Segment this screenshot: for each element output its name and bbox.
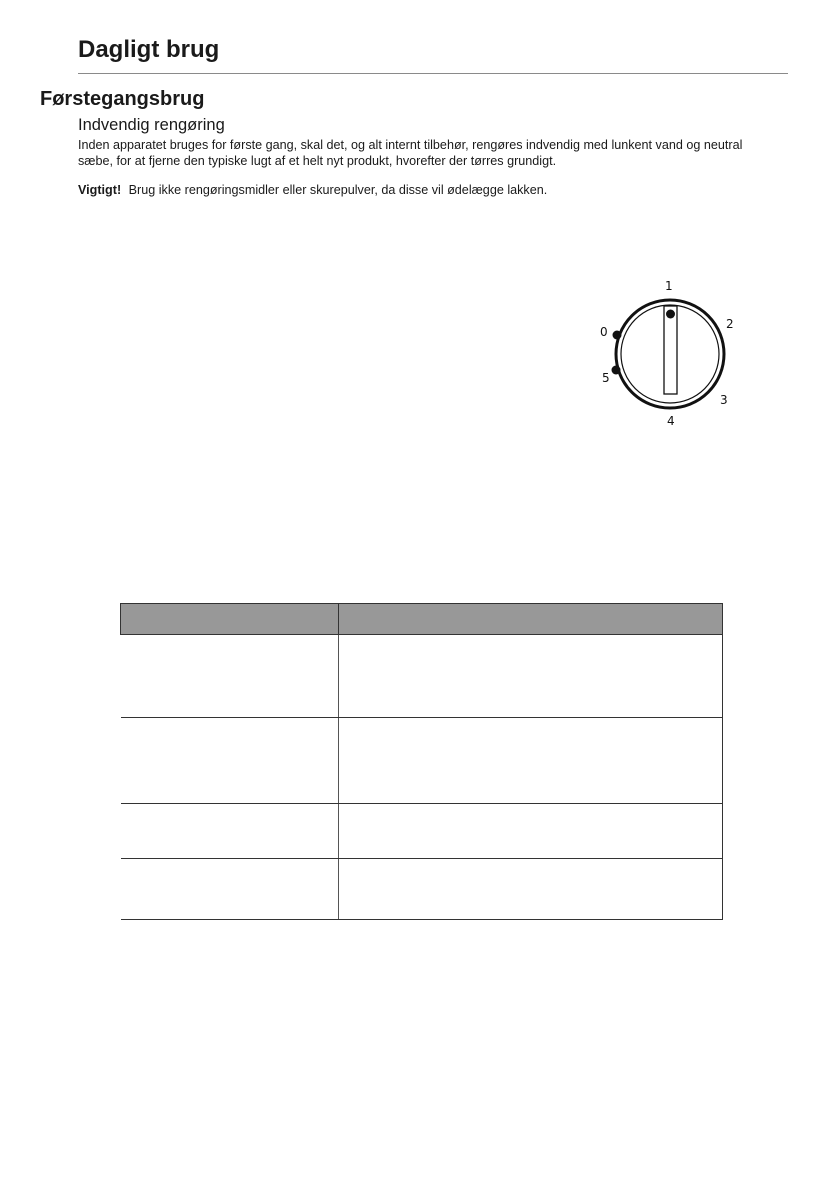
table-cell	[121, 804, 339, 859]
dial-label-0: 0	[600, 325, 608, 339]
title-divider	[78, 73, 788, 74]
dial-mark-5	[612, 366, 621, 375]
page-title: Dagligt brug	[78, 36, 220, 63]
dial-label-1: 1	[665, 279, 673, 293]
dial-mark-0	[613, 331, 622, 340]
table-cell	[339, 804, 723, 859]
dial-pointer-dot	[666, 310, 675, 319]
table-cell	[339, 718, 723, 804]
table-cell	[121, 718, 339, 804]
dial-knob-grip	[664, 306, 677, 394]
cleaning-instructions: Inden apparatet bruges for første gang, skal det, og alt internt tilbehør, rengøres indvendig med lunkent vand og neutral sæbe, for at fjerne den typiske lugt af et helt nyt produkt, hvorefter der tørres grundigt.	[78, 138, 743, 168]
table-header-row	[121, 604, 723, 635]
table-cell	[121, 635, 339, 718]
section-title: Førstegangsbrug	[40, 88, 205, 110]
subsection-title: Indvendig rengøring	[78, 116, 225, 134]
table-row	[121, 635, 723, 718]
dial-label-5: 5	[602, 371, 610, 385]
table-header-cell	[339, 604, 723, 635]
dial-label-4: 4	[667, 414, 675, 428]
table-cell	[339, 635, 723, 718]
warning-note	[78, 183, 547, 197]
dial-label-2: 2	[726, 317, 734, 331]
warning-label: Vigtigt!	[78, 183, 122, 197]
table-cell	[121, 859, 339, 920]
table-row	[121, 718, 723, 804]
table-cell	[339, 859, 723, 920]
settings-table	[120, 603, 723, 920]
warning-text: Brug ikke rengøringsmidler eller skurepulver, da disse vil ødelægge lakken.	[128, 183, 548, 197]
dial-inner-ring	[621, 305, 719, 403]
table-header-cell	[121, 604, 339, 635]
thermostat-dial-icon	[590, 272, 750, 432]
table-row	[121, 859, 723, 920]
dial-label-3: 3	[720, 393, 728, 407]
table-row	[121, 804, 723, 859]
